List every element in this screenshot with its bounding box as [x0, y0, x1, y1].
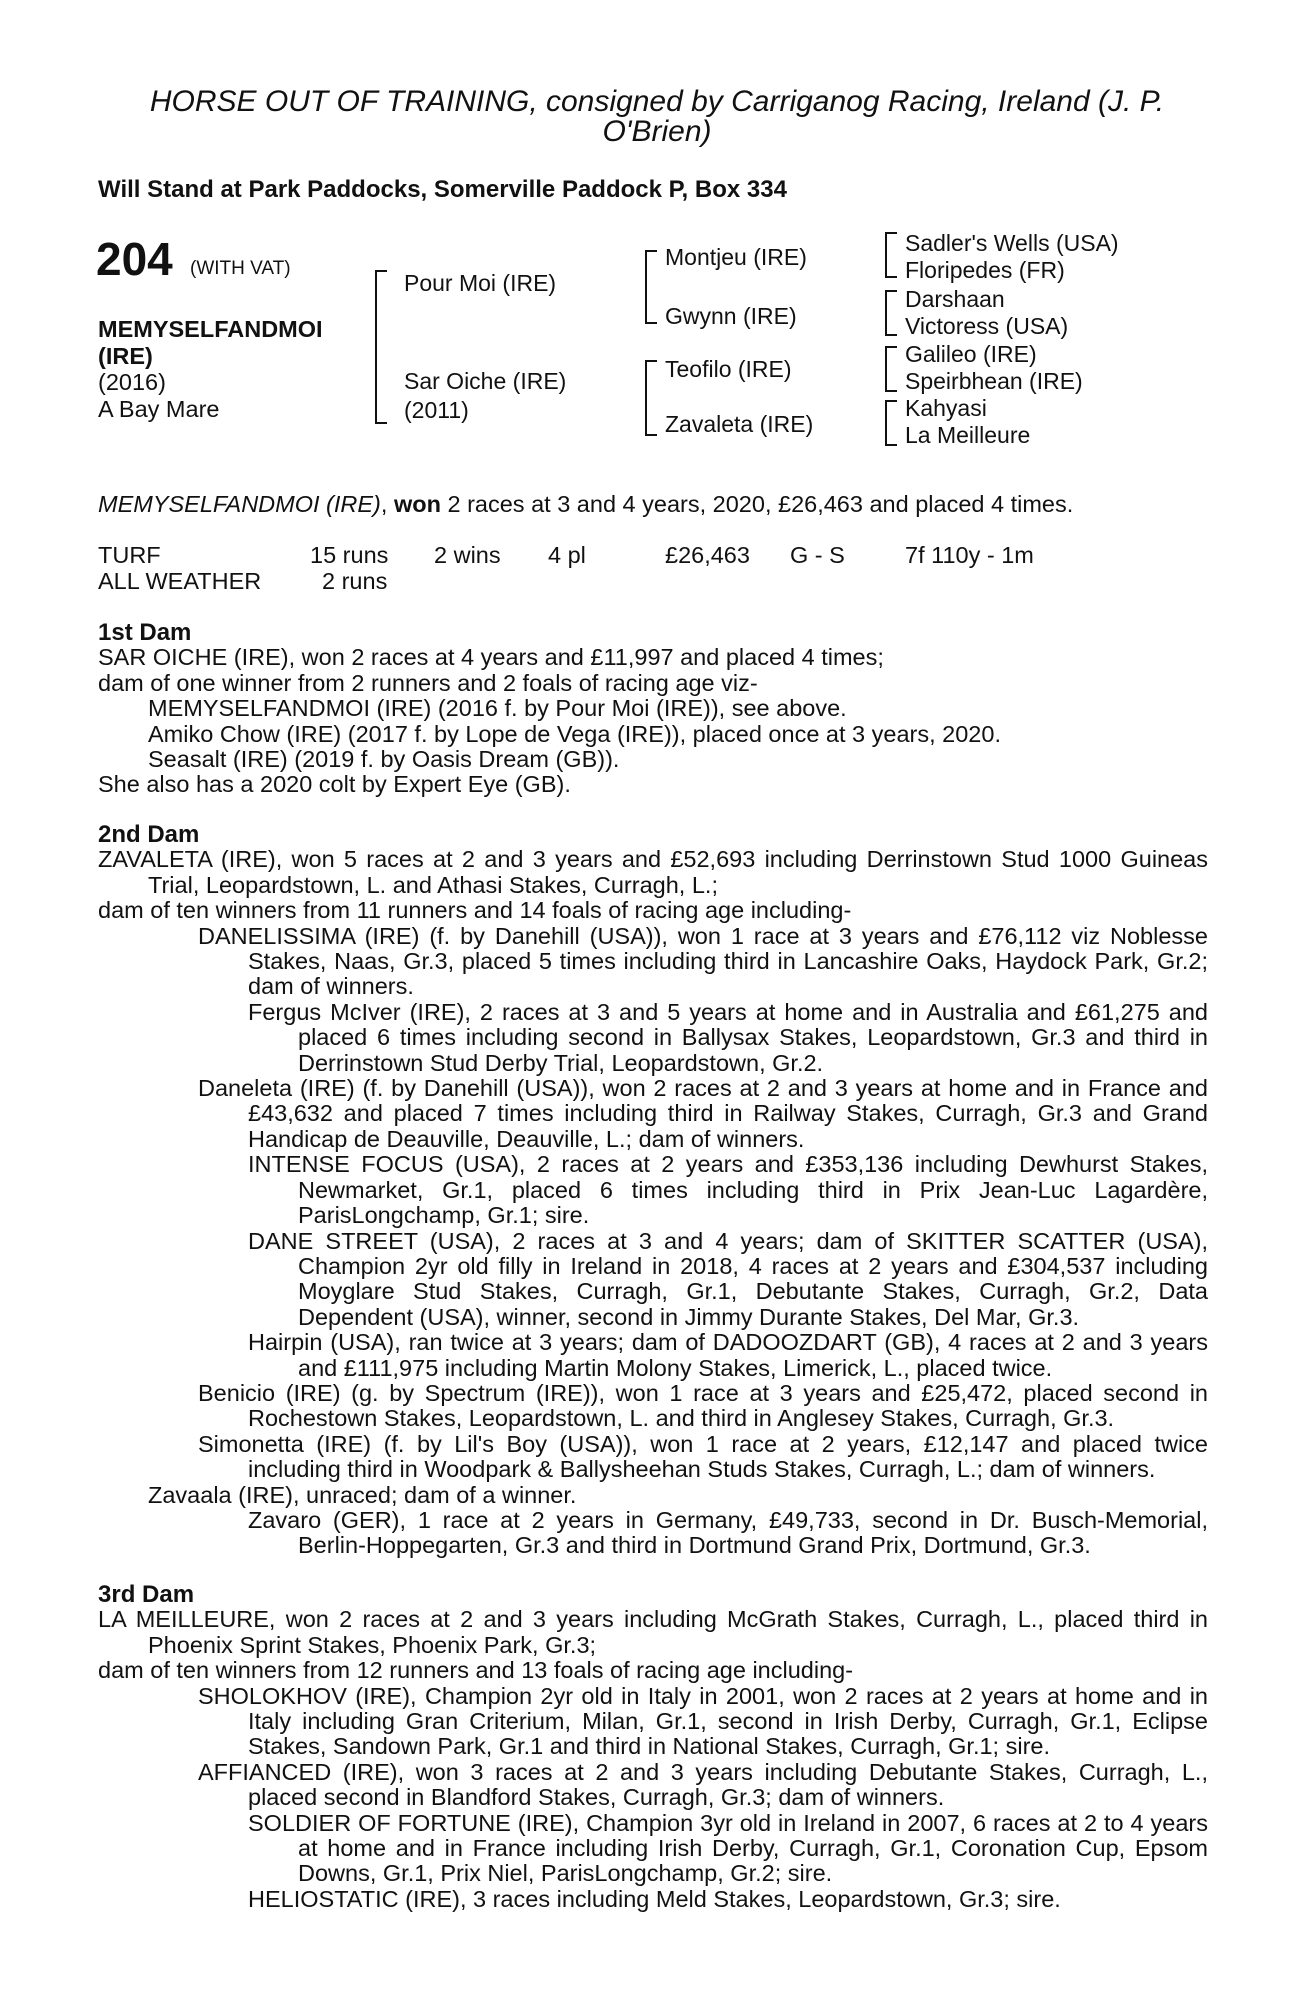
pedigree-gen3-3: Teofilo (IRE) — [665, 356, 792, 382]
record-turf-money: £26,463 — [665, 542, 750, 568]
page-title-line2: O'Brien) — [602, 115, 712, 148]
third-dam-heading: 3rd Dam — [98, 1581, 195, 1608]
second-dam-p12: Zavaro (GER), 1 race at 2 years in Germany, £49,733, second in Dr. Busch-Memorial, Berlin-Hoppegarten, Gr.3 and third in Dortmund Grand Prix, Dortmund, Gr.3. — [248, 1506, 1208, 1559]
third-dam-p6: HELIOSTATIC (IRE), 3 races including Meld Stakes, Leopardstown, Gr.3; sire. — [248, 1885, 1061, 1912]
horse-name-line1: MEMYSELFANDMOI — [98, 316, 323, 342]
record-turf-pl: 4 pl — [548, 542, 586, 568]
record-turf-runs: 15 runs — [310, 542, 389, 568]
record-aw-label: ALL WEATHER — [98, 568, 262, 594]
record-aw-runs: 2 runs — [322, 568, 388, 594]
second-dam-p1: ZAVALETA (IRE), won 5 races at 2 and 3 years and £52,693 including Derrinstown Stud 1000 Guineas Trial, Leopardstown, L. and Athasi Stakes, Curragh, L.; — [98, 846, 1208, 898]
pedigree-bracket-3c — [885, 346, 897, 392]
pedigree-gen3-4: Zavaleta (IRE) — [665, 411, 814, 437]
pedigree-sire: Pour Moi (IRE) — [404, 270, 557, 296]
first-dam-section — [98, 620, 1208, 798]
record-turf-label: TURF — [98, 542, 161, 568]
third-dam-section — [98, 1582, 1208, 1912]
horse-year: (2016) — [98, 369, 166, 395]
pedigree-bracket-3d — [885, 400, 897, 446]
first-dam-line-5: Seasalt (IRE) (2019 f. by Oasis Dream (GB)). — [148, 746, 620, 773]
pedigree-gen3-2: Gwynn (IRE) — [665, 303, 797, 329]
second-dam-p3: DANELISSIMA (IRE) (f. by Danehill (USA)), won 1 race at 3 years and £76,112 viz Noblesse Stakes, Naas, Gr.3, placed 5 times including third in Lancashire Oaks, Haydock Park, Gr.2; dam of winners. — [198, 922, 1208, 1000]
second-dam-p2: dam of ten winners from 11 runners and 14 foals of racing age including- — [98, 897, 852, 924]
lot-number: 204 — [96, 233, 173, 285]
first-dam-heading: 1st Dam — [98, 619, 192, 646]
second-dam-p4: Fergus McIver (IRE), 2 races at 3 and 5 years at home and in Australia and £61,275 and placed 6 times including second in Ballysax Stakes, Leopardstown, Gr.3 and third in Derrinstown Stud Derby Trial, Leopardstown, Gr.2. — [248, 998, 1208, 1076]
third-dam-p4: AFFIANCED (IRE), won 3 races at 2 and 3 years including Debutante Stakes, Curragh, L., placed second in Blandford Stakes, Curragh, Gr.3; dam of winners. — [198, 1758, 1208, 1811]
third-dam-p3: SHOLOKHOV (IRE), Champion 2yr old in Italy in 2001, won 2 races at 2 years at home and in Italy including Gran Criterium, Milan, Gr.1, second in Irish Derby, Curragh, Gr.1, Eclipse Stakes, Sandown Park, Gr.1 and third in National Stakes, Curragh, Gr.1; sire. — [198, 1682, 1208, 1760]
first-dam-line-1: SAR OICHE (IRE), won 2 races at 4 years and £11,997 and placed 4 times; — [98, 644, 884, 671]
record-turf-going: G - S — [790, 542, 845, 568]
second-dam-section — [98, 822, 1208, 1559]
pedigree-bracket-1 — [375, 270, 387, 424]
summary-name: MEMYSELFANDMOI (IRE) — [98, 491, 381, 517]
first-dam-line-2: dam of one winner from 2 runners and 2 foals of racing age viz- — [98, 669, 758, 696]
horse-name-line2: (IRE) — [98, 343, 153, 369]
pedigree-gen3-1: Montjeu (IRE) — [665, 244, 807, 270]
pedigree-dam: Sar Oiche (IRE) — [404, 368, 567, 394]
third-dam-p5: SOLDIER OF FORTUNE (IRE), Champion 3yr old in Ireland in 2007, 6 races at 2 to 4 years at home and in France including Irish Derby, Curragh, Gr.1, Coronation Cup, Epsom Downs, Gr.1, Prix Niel, ParisLongchamp, Gr.2; sire. — [248, 1809, 1208, 1887]
pedigree-dam-year: (2011) — [404, 397, 469, 423]
pedigree-gen4-3: Darshaan — [905, 286, 1005, 312]
third-dam-p2: dam of ten winners from 12 runners and 13 foals of racing age including- — [98, 1657, 854, 1684]
third-dam-p1: LA MEILLEURE, won 2 races at 2 and 3 years including McGrath Stakes, Curragh, L., placed third in Phoenix Sprint Stakes, Phoenix Park, Gr.3; — [98, 1606, 1208, 1658]
pedigree-bracket-2b — [645, 360, 657, 436]
pedigree-gen4-7: Kahyasi — [905, 395, 987, 421]
second-dam-heading: 2nd Dam — [98, 821, 200, 848]
summary-won: won — [393, 491, 441, 517]
second-dam-p8: Hairpin (USA), ran twice at 3 years; dam of DADOOZDART (GB), 4 races at 2 and 3 years and £111,975 including Martin Molony Stakes, Limerick, L., placed twice. — [248, 1329, 1208, 1381]
summary-text: 2 races at 3 and 4 years, 2020, £26,463 and placed 4 times. — [440, 491, 1074, 517]
page-title-line1: HORSE OUT OF TRAINING, consigned by Carriganog Racing, Ireland (J. P. — [149, 85, 1165, 118]
horse-desc: A Bay Mare — [98, 396, 220, 422]
second-dam-p7: DANE STREET (USA), 2 races at 3 and 4 years; dam of SKITTER SCATTER (USA), Champion 2yr old filly in Ireland in 2018, 4 races at 2 years and £304,537 including Moyglare Stud Stakes, Curragh, Gr.1, Debutante Stakes, Curragh, Gr.2, Data Dependent (USA), winner, second in Jimmy Durante Stakes, Del Mar, Gr.3. — [248, 1227, 1208, 1330]
pedigree-gen4-6: Speirbhean (IRE) — [905, 368, 1083, 394]
pedigree-bracket-3b — [885, 290, 897, 336]
pedigree-bracket-2a — [645, 250, 657, 324]
pedigree-gen4-8: La Meilleure — [905, 422, 1031, 448]
pedigree-bracket-3a — [885, 232, 897, 278]
first-dam-line-3: MEMYSELFANDMOI (IRE) (2016 f. by Pour Moi (IRE)), see above. — [148, 695, 847, 722]
pedigree-gen4-2: Floripedes (FR) — [905, 257, 1065, 283]
first-dam-line-4: Amiko Chow (IRE) (2017 f. by Lope de Vega (IRE)), placed once at 3 years, 2020. — [148, 720, 1001, 747]
race-summary: MEMYSELFANDMOI (IRE), won 2 races at 3 and 4 years, 2020, £26,463 and placed 4 times. — [98, 491, 1074, 517]
vat-label: (WITH VAT) — [190, 258, 291, 279]
record-turf-distance: 7f 110y - 1m — [905, 542, 1034, 568]
record-turf-wins: 2 wins — [434, 542, 501, 568]
stand-location: Will Stand at Park Paddocks, Somerville Paddock P, Box 334 — [98, 176, 787, 203]
second-dam-p11: Zavaala (IRE), unraced; dam of a winner. — [148, 1481, 577, 1508]
pedigree-gen4-5: Galileo (IRE) — [905, 341, 1037, 367]
first-dam-line-6: She also has a 2020 colt by Expert Eye (GB). — [98, 771, 571, 798]
second-dam-p5: Daneleta (IRE) (f. by Danehill (USA)), won 2 races at 2 and 3 years at home and in France and £43,632 and placed 7 times including third in Railway Stakes, Curragh, Gr.3 and Grand Handicap de Deauville, Deauville, L.; dam of winners. — [198, 1075, 1208, 1152]
pedigree-gen4-4: Victoress (USA) — [905, 313, 1069, 339]
second-dam-p6: INTENSE FOCUS (USA), 2 races at 2 years and £353,136 including Dewhurst Stakes, Newmarket, Gr.1, placed 6 times including third in Prix Jean-Luc Lagardère, ParisLongchamp, Gr.1; sire. — [248, 1151, 1208, 1229]
second-dam-p9: Benicio (IRE) (g. by Spectrum (IRE)), won 1 race at 3 years and £25,472, placed second in Rochestown Stakes, Leopardstown, L. and third in Anglesey Stakes, Curragh, Gr.3. — [198, 1379, 1208, 1432]
pedigree-gen4-1: Sadler's Wells (USA) — [905, 230, 1119, 256]
second-dam-p10: Simonetta (IRE) (f. by Lil's Boy (USA)), won 1 race at 2 years, £12,147 and placed twice including third in Woodpark & Ballysheehan Studs Stakes, Curragh, L.; dam of winners. — [198, 1430, 1208, 1483]
